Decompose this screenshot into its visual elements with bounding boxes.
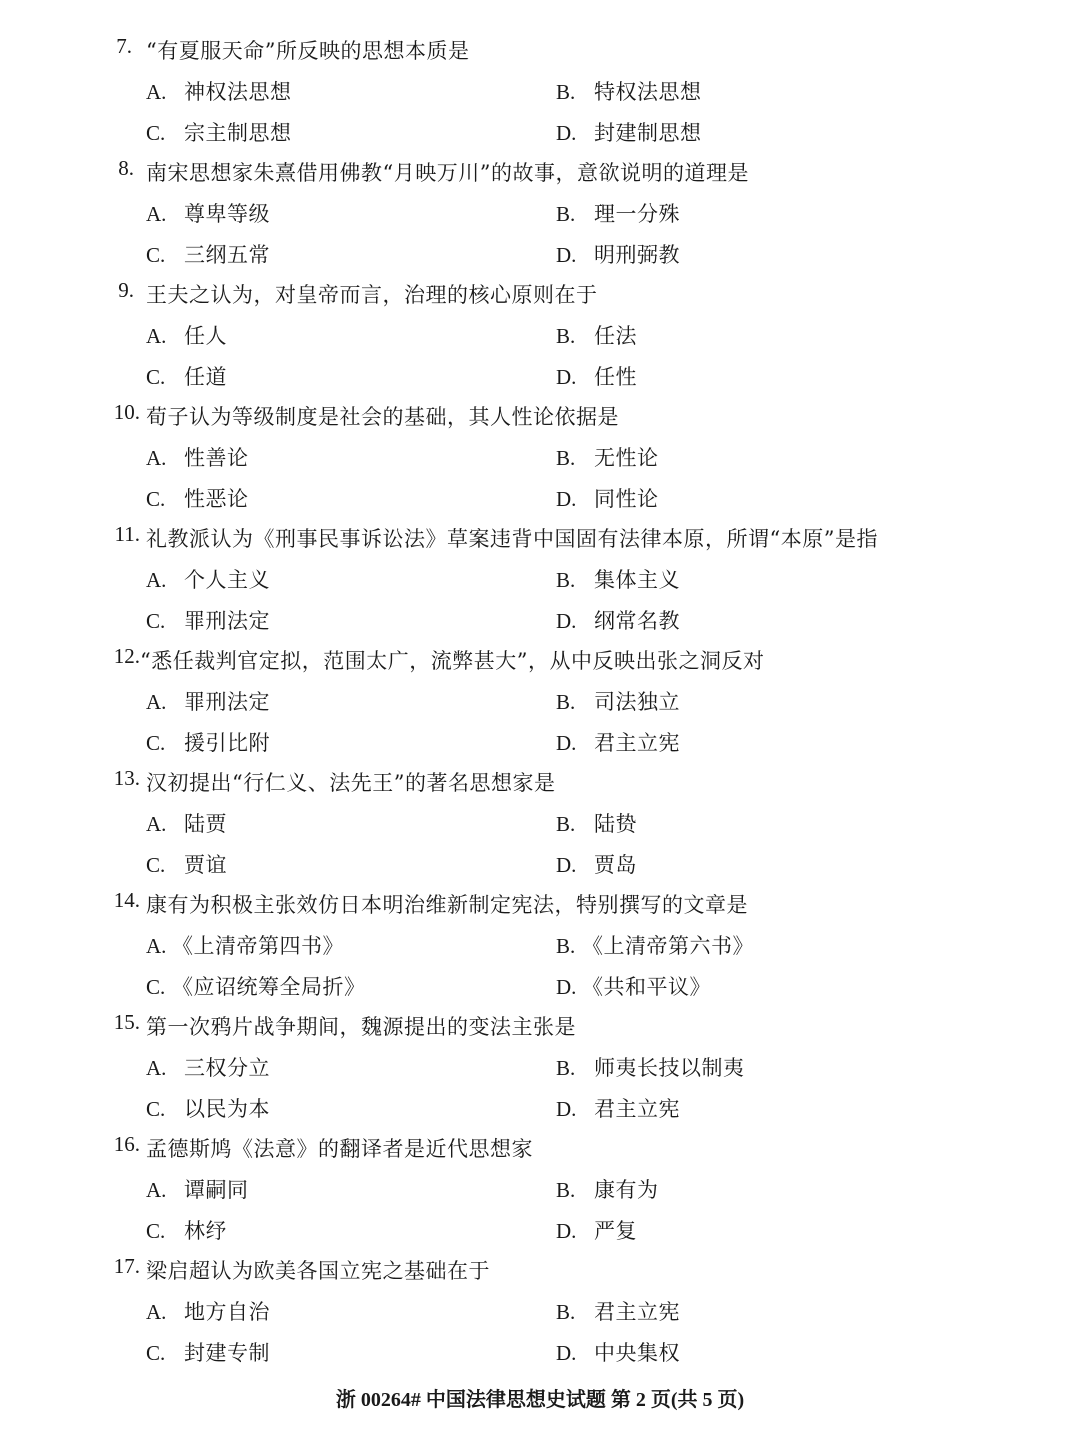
- option-a: A. 个人主义: [146, 568, 270, 592]
- option-c: C. 林纾: [146, 1219, 227, 1243]
- option-a: A. 神权法思想: [146, 80, 292, 104]
- option-c: C. 性恶论: [146, 487, 249, 511]
- option-d: D. 严复: [556, 1219, 637, 1243]
- option-b: B. 任法: [556, 324, 637, 348]
- question-text: 梁启超认为欧美各国立宪之基础在于: [146, 1259, 490, 1283]
- option-c: C. 三纲五常: [146, 243, 270, 267]
- question-number: 10.: [113, 400, 140, 424]
- question-text: 第一次鸦片战争期间，魏源提出的变法主张是: [146, 1015, 576, 1039]
- option-b: B. 司法独立: [556, 690, 680, 714]
- question-number: 14.: [113, 888, 140, 912]
- question-text: 汉初提出“行仁义、法先王”的著名思想家是: [146, 771, 556, 795]
- question-number: 12.: [113, 644, 140, 668]
- option-a: A. 谭嗣同: [146, 1178, 249, 1202]
- question-number: 8.: [118, 156, 134, 180]
- option-b: B. 集体主义: [556, 568, 680, 592]
- option-c: C. 任道: [146, 365, 227, 389]
- question-10: [0, 400, 1080, 522]
- option-c: C. 援引比附: [146, 731, 270, 755]
- option-a: A. 尊卑等级: [146, 202, 270, 226]
- question-8: [0, 156, 1080, 278]
- option-d: D. 君主立宪: [556, 731, 680, 755]
- page-footer: 浙 00264# 中国法律思想史试题 第 2 页(共 5 页): [335, 1389, 745, 1411]
- question-text: 王夫之认为，对皇帝而言，治理的核心原则在于: [146, 283, 598, 307]
- question-number: 15.: [113, 1010, 140, 1034]
- question-17: [0, 1254, 1080, 1376]
- option-b: B. 理一分殊: [556, 202, 680, 226]
- option-a: A. 地方自治: [146, 1300, 270, 1324]
- question-number: 9.: [118, 278, 134, 302]
- option-b: B. 君主立宪: [556, 1300, 680, 1324]
- question-number: 7.: [116, 34, 132, 58]
- question-13: [0, 766, 1080, 888]
- option-b: B. 师夷长技以制夷: [556, 1056, 745, 1080]
- question-number: 17.: [113, 1254, 140, 1278]
- option-c: C. 罪刑法定: [146, 609, 270, 633]
- option-d: D. 贾岛: [556, 853, 637, 877]
- question-text: 礼教派认为《刑事民事诉讼法》草案违背中国固有法律本原，所谓“本原”是指: [146, 527, 878, 551]
- question-number: 11.: [114, 522, 140, 546]
- question-12: [0, 644, 1080, 766]
- option-c: C. 封建专制: [146, 1341, 270, 1365]
- option-d: D. 中央集权: [556, 1341, 680, 1365]
- question-15: [0, 1010, 1080, 1132]
- option-a: A. 罪刑法定: [146, 690, 270, 714]
- question-text: “悉任裁判官定拟，范围太广，流弊甚大”，从中反映出张之洞反对: [140, 649, 765, 673]
- option-d: D. 同性论: [556, 487, 659, 511]
- question-text: 康有为积极主张效仿日本明治维新制定宪法，特别撰写的文章是: [146, 893, 748, 917]
- option-b: B. 《上清帝第六书》: [556, 934, 754, 958]
- option-c: C. 贾谊: [146, 853, 227, 877]
- option-a: A. 陆贾: [146, 812, 227, 836]
- question-text: 南宋思想家朱熹借用佛教“月映万川”的故事，意欲说明的道理是: [146, 161, 749, 185]
- option-b: B. 无性论: [556, 446, 659, 470]
- option-d: D. 纲常名教: [556, 609, 680, 633]
- question-9: [0, 278, 1080, 400]
- option-a: A. 任人: [146, 324, 227, 348]
- option-b: B. 康有为: [556, 1178, 659, 1202]
- option-d: D. 任性: [556, 365, 637, 389]
- question-7: [0, 34, 1080, 156]
- question-16: [0, 1132, 1080, 1254]
- question-text: 孟德斯鸠《法意》的翻译者是近代思想家: [146, 1137, 533, 1161]
- option-a: A. 性善论: [146, 446, 249, 470]
- option-b: B. 特权法思想: [556, 80, 702, 104]
- question-text: 荀子认为等级制度是社会的基础，其人性论依据是: [146, 405, 619, 429]
- option-c: C. 宗主制思想: [146, 121, 292, 145]
- option-d: D. 明刑弼教: [556, 243, 680, 267]
- option-a: A. 三权分立: [146, 1056, 270, 1080]
- option-a: A. 《上清帝第四书》: [146, 934, 344, 958]
- question-14: [0, 888, 1080, 1010]
- option-b: B. 陆贽: [556, 812, 637, 836]
- question-number: 16.: [113, 1132, 140, 1156]
- option-c: C. 《应诏统筹全局折》: [146, 975, 366, 999]
- option-d: D. 封建制思想: [556, 121, 702, 145]
- question-number: 13.: [113, 766, 140, 790]
- option-d: D. 君主立宪: [556, 1097, 680, 1121]
- question-text: “有夏服天命”所反映的思想本质是: [146, 39, 470, 63]
- option-c: C. 以民为本: [146, 1097, 270, 1121]
- option-d: D. 《共和平议》: [556, 975, 711, 999]
- question-11: [0, 522, 1080, 644]
